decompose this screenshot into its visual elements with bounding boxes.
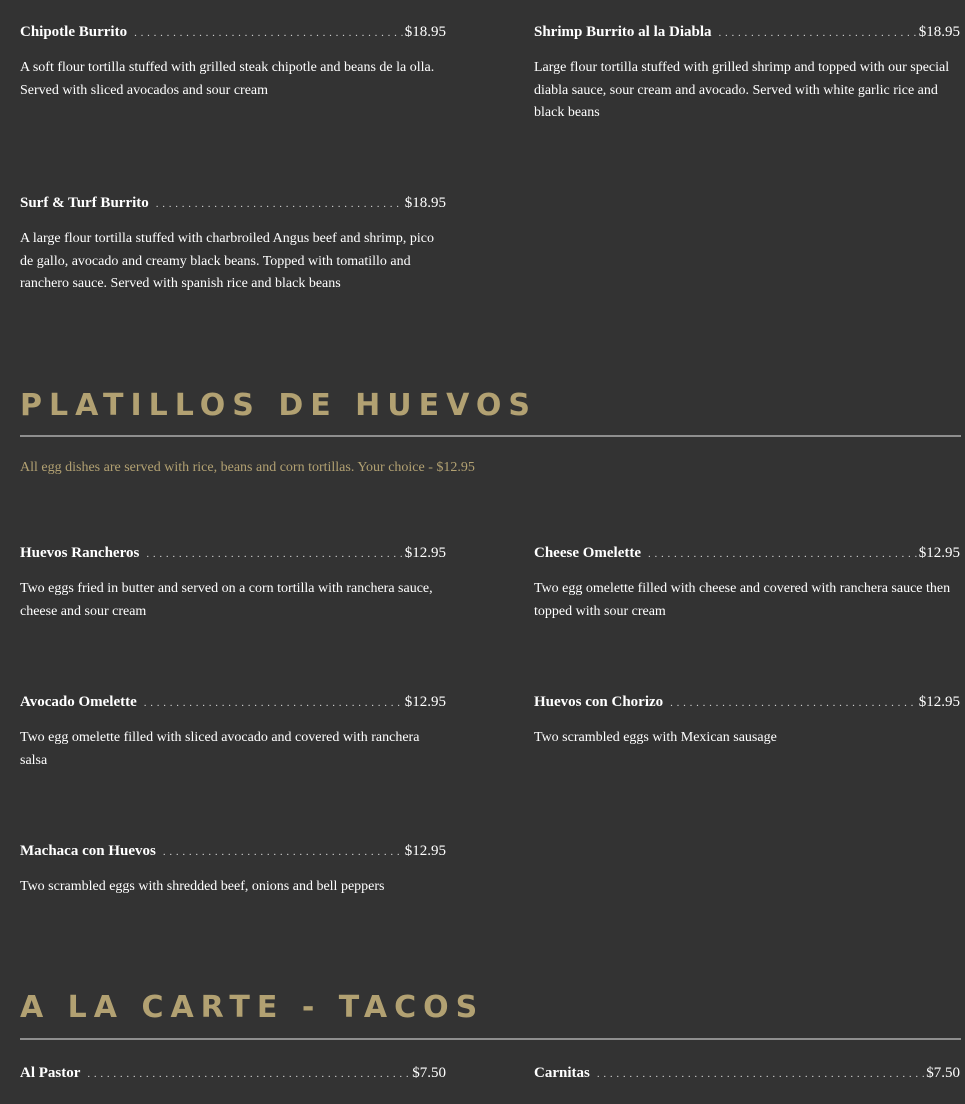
item-name: Huevos con Chorizo xyxy=(534,694,664,710)
section-divider xyxy=(20,1038,961,1040)
item-name: Shrimp Burrito al la Diabla xyxy=(534,24,712,40)
item-description: Two egg omelette filled with sliced avocado and covered with ranchera salsa xyxy=(20,730,420,768)
item-description: A large flour tortilla stuffed with charbroiled Angus beef and shrimp, pico de gallo, avocado and creamy black beans. Topped with tomatillo and ranchero sauce. Served with spanish rice and black beans xyxy=(20,231,434,291)
item-name: Avocado Omelette xyxy=(20,694,137,710)
item-description: Large flour tortilla stuffed with grilled shrimp and topped with our special diabla sauce, sour cream and avocado. Served with white garlic rice and black beans xyxy=(534,60,950,120)
menu-item xyxy=(20,692,446,772)
item-description: Two scrambled eggs with Mexican sausage xyxy=(534,730,777,745)
item-description: Two egg omelette filled with cheese and covered with ranchera sauce then topped with sour cream xyxy=(534,581,951,619)
dot-leader xyxy=(87,1064,410,1084)
item-name: Carnitas xyxy=(534,1065,590,1081)
item-price: $12.95 xyxy=(404,843,446,859)
dot-leader xyxy=(163,842,403,862)
section-title-huevos: PLATILLOS DE HUEVOS xyxy=(20,388,537,423)
item-price: $7.50 xyxy=(412,1065,446,1081)
item-name: Surf & Turf Burrito xyxy=(20,195,149,211)
menu-item xyxy=(20,22,446,102)
item-price: $12.95 xyxy=(918,694,960,710)
item-price: $18.95 xyxy=(404,24,446,40)
dot-leader xyxy=(156,194,403,214)
dot-leader xyxy=(144,693,403,713)
menu-item xyxy=(534,22,960,125)
item-name: Huevos Rancheros xyxy=(20,545,140,561)
item-price: $18.95 xyxy=(404,195,446,211)
dot-leader xyxy=(597,1064,924,1084)
item-name: Cheese Omelette xyxy=(534,545,642,561)
dot-leader xyxy=(719,23,917,43)
menu-item xyxy=(20,841,446,899)
menu-item xyxy=(20,1063,446,1084)
dot-leader xyxy=(134,23,403,43)
item-description: Two scrambled eggs with shredded beef, onions and bell peppers xyxy=(20,879,385,894)
item-description: A soft flour tortilla stuffed with grilled steak chipotle and beans de la olla. Served with sliced avocados and sour cream xyxy=(20,60,435,98)
menu-item xyxy=(534,692,960,750)
item-price: $7.50 xyxy=(926,1065,960,1081)
menu-item xyxy=(20,543,446,623)
dot-leader xyxy=(146,544,402,564)
item-name: Al Pastor xyxy=(20,1065,81,1081)
item-price: $12.95 xyxy=(404,545,446,561)
dot-leader xyxy=(670,693,917,713)
section-divider xyxy=(20,435,961,437)
menu-item xyxy=(534,543,960,623)
item-price: $12.95 xyxy=(404,694,446,710)
dot-leader xyxy=(648,544,917,564)
section-title-tacos: A LA CARTE - TACOS xyxy=(20,990,485,1025)
item-price: $18.95 xyxy=(918,24,960,40)
item-name: Machaca con Huevos xyxy=(20,843,156,859)
section-note: All egg dishes are served with rice, beans and corn tortillas. Your choice - $12.95 xyxy=(20,460,475,475)
item-price: $12.95 xyxy=(918,545,960,561)
item-description: Two eggs fried in butter and served on a corn tortilla with ranchera sauce, cheese and sour cream xyxy=(20,581,433,619)
item-name: Chipotle Burrito xyxy=(20,24,128,40)
menu-item xyxy=(534,1063,960,1084)
menu-item xyxy=(20,193,446,296)
